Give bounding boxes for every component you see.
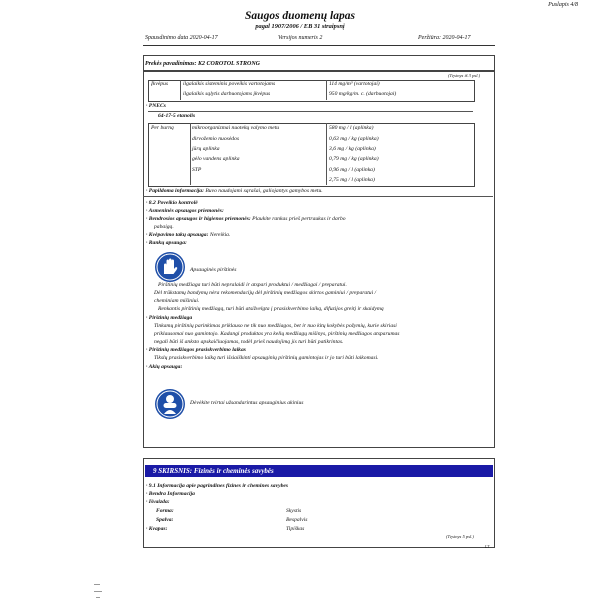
respiratory-label: · Kvėpavimo takų apsauga: xyxy=(146,232,209,238)
eye-protection-label: · Akių apsauga: xyxy=(146,364,183,370)
hygiene-label: · Bendrosios apsaugos ir higienos priemonės: xyxy=(146,216,251,222)
glove-text-line: Renkantis pirštinių medžiagą, turi būti atsižvelgta į prasiskverbimo laiką, difuzijos greitį ir skaidymą xyxy=(158,306,384,312)
pnec-value: 0,96 mg / l (aplinka) xyxy=(329,167,375,173)
hygiene-text-cont: pabaigą. xyxy=(154,224,174,230)
pnec-table xyxy=(148,123,475,187)
footer-code: LT xyxy=(485,544,490,549)
dnel-desc: ilgalaikis sąlytis darbuotojams įkvėpus xyxy=(183,91,271,97)
glove-material-line: priklausomai nuo gamintojo. Kadangi produktas yra kelių medžiagų mišinys, pirštinių medžiagos atsparumas xyxy=(154,331,400,337)
dnel-desc: ilgalaikis sisteminis poveikis vartotojams xyxy=(183,81,276,87)
page-number: Puslapis 4/8 xyxy=(548,2,578,8)
prop-value: Skystis xyxy=(286,508,302,514)
hand-protection-label: · Rankų apsauga: xyxy=(146,240,187,246)
document-title: Saugos duomenų lapas xyxy=(245,10,355,22)
continued-to: (Tęsinys 5 psl.) xyxy=(446,534,474,539)
pnec-value: 0,79 mg / kg (aplinka) xyxy=(329,156,379,162)
substance-name: 64-17-5 etanolis xyxy=(158,113,196,119)
exposure-control-heading: · 8.2 Poveikio kontrolė xyxy=(146,200,198,206)
document-subtitle: pagal 1907/2006 / EB 31 straipsnį xyxy=(255,23,345,30)
section9-title: 9 SKIRSNIS: Fizinės ir cheminės savybės xyxy=(145,465,493,477)
glove-text-line: cheminiam mišiniui. xyxy=(154,298,200,304)
hygiene-text: Plaukite rankas prieš pertraukas ir darbo xyxy=(252,216,346,222)
pnec-value: 580 mg / l (aplinka) xyxy=(329,125,374,131)
pnec-value: 3,6 mg / kg (aplinka) xyxy=(329,146,376,152)
review-date: Peržiūra: 2020-04-17 xyxy=(418,35,471,41)
additional-info-label: · Papildoma informacija: xyxy=(146,188,204,194)
goggles-caption: Dėvėkite tvirtai užsandarintus apsauginius akinius xyxy=(190,400,304,406)
glove-material-line: Tinkamų pirštinių parinkimas priklauso ne tik nuo medžiagos, bet ir nuo kitų kokybės požymių, kurie skiriasi xyxy=(154,323,397,329)
prop-value: Bespalvis xyxy=(286,517,308,523)
prop-label: Forma: xyxy=(156,508,174,514)
appearance-label: · Išvaizda: xyxy=(146,499,170,505)
glove-material-heading: · Pirštinių medžiaga xyxy=(146,315,193,321)
dnel-route: Įkvėpus xyxy=(151,81,169,87)
dnel-value: 950 mg/kg/m. c. (darbuotojai) xyxy=(329,91,397,97)
general-info-heading: · Bendra Informacija xyxy=(146,491,195,497)
glove-text-line: Dėl trūkstamų bandymų nėra rekomendacijų dėl pirštinių medžiagos skirtos gaminiui / preparatui / xyxy=(154,290,377,296)
pnec-desc: jūrų aplinka xyxy=(192,146,220,152)
product-name: Prekės pavadinimas: K2 COROTOL STRONG xyxy=(145,61,261,67)
prop-value: Tipiškas xyxy=(286,526,305,532)
respiratory-protection xyxy=(146,232,230,238)
print-date: Spausdinimo data 2020-04-17 xyxy=(145,35,218,41)
pnec-desc: gėlo vandens aplinka xyxy=(192,156,240,162)
pnec-value: 0,63 mg / kg (aplinka) xyxy=(329,136,379,142)
section91-heading: · 9.1 Informacija apie pagrindines fizines ir chemines savybes xyxy=(146,483,289,489)
pnec-route: Per burną xyxy=(151,125,174,131)
respiratory-value: Nereikia. xyxy=(209,232,231,238)
glove-text-line: Pirštinių medžiaga turi būti nepralaidi ir atspari produktui / medžiagai / preparatui. xyxy=(158,282,347,288)
pnec-desc: mikroorganizmai nuotekų valymo metu xyxy=(192,125,280,131)
ppe-heading: · Asmeninės apsaugos priemonės: xyxy=(146,208,224,214)
scan-mark xyxy=(94,591,102,592)
pnec-value: 2,75 mg / l (aplinka) xyxy=(329,177,375,183)
pnecs-heading: · PNECs xyxy=(146,103,166,109)
dnel-value: 114 mg/m³ (vartotojai) xyxy=(329,81,380,87)
scan-mark xyxy=(96,597,100,598)
goggles-icon xyxy=(155,389,185,419)
scan-mark xyxy=(94,584,100,585)
prop-label: Spalva: xyxy=(156,517,174,523)
gloves-caption: Apsauginės pirštinės xyxy=(190,267,237,273)
additional-info-text: Buvo naudojami sąrašai, galiojantys gamybos metu. xyxy=(205,188,323,194)
penetration-heading: · Pirštinių medžiagos prasiskverbimo laikas xyxy=(146,347,246,353)
glove-material-line: negali būti iš anksto apskaičiuojamas, todėl prieš naudojimą jis turi būti patikrintas. xyxy=(154,339,344,345)
penetration-text: Tikslų prasiskverbimo laiką turi išsiaiškinti apsauginių pirštinių gamintojas ir jo turi būti laikomasi. xyxy=(154,355,379,361)
pnec-desc: dirvožemio nuosėdos xyxy=(192,136,240,142)
prop-label: · Kvapas: xyxy=(146,526,168,532)
header-divider xyxy=(143,45,495,46)
pnec-desc: STP xyxy=(192,167,202,173)
gloves-icon xyxy=(155,252,185,282)
hygiene-measures xyxy=(146,216,346,222)
continued-from: (Tęsinys iš 3 psl.) xyxy=(448,73,481,78)
version-number: Versijos numeris 2 xyxy=(278,35,323,41)
additional-info xyxy=(146,188,323,194)
